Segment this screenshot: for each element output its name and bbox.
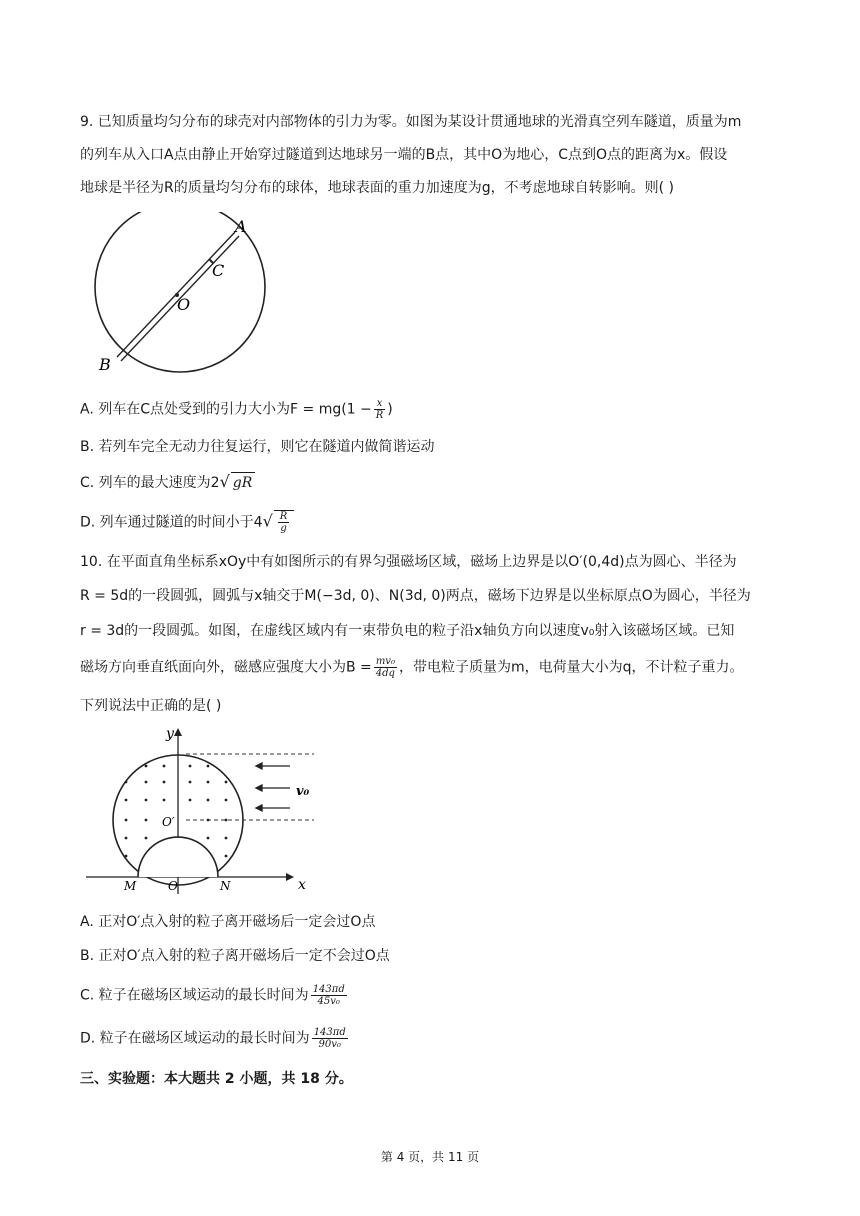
section-heading: 三、实验题：本大题共 2 小题，共 18 分。: [80, 1071, 353, 1087]
label-n: N: [220, 879, 231, 893]
q10-stem-line4: 磁场方向垂直纸面向外，磁感应强度大小为B = $\frac{\text{mv₀}}{4dq}$ ，带电粒子质量为m，电荷量大小为q，不计粒子重力。: [80, 656, 744, 679]
q10-stem-line1: 10. 在平面直角坐标系xOy中有如图所示的有界匀强磁场区域，磁场上边界是以O′(0,4d)点为圆心、半径为: [80, 554, 737, 570]
label-o-prime: O′: [162, 815, 175, 829]
label-x: x: [298, 877, 306, 893]
q9-option-b: B. 若列车完全无动力往复运行，则它在隧道内做简谐运动: [80, 439, 435, 455]
q9-stem-line3: 地球是半径为R的质量均匀分布的球体，地球表面的重力加速度为g，不考虑地球自转影响。则( ): [80, 180, 674, 196]
label-m: M: [124, 879, 137, 893]
q10-option-a: A. 正对O′点入射的粒子离开磁场后一定会过O点: [80, 914, 376, 930]
label-y: y: [166, 726, 174, 742]
q9-option-d: D. 列车通过隧道的时间小于4√ $\frac{R}{g}$: [80, 510, 294, 534]
q10-stem-line3: r = 3d的一段圆弧。如图，在虚线区域内有一束带负电的粒子沿x轴负方向以速度v₀射入该磁场区域。已知: [80, 623, 735, 639]
page-footer: 第 4 页，共 11 页: [380, 1150, 480, 1164]
q9-stem-line1: 9. 已知质量均匀分布的球壳对内部物体的引力为零。如图为某设计贯通地球的光滑真空列车隧道，质量为m: [80, 114, 742, 130]
velocity-arrows: [256, 763, 290, 811]
q9-option-c: C. 列车的最大速度为2√ gR: [80, 472, 255, 493]
label-o: O: [168, 879, 178, 893]
q9-stem-line2: 的列车从入口A点由静止开始穿过隧道到达地球另一端的B点，其中O为地心，C点到O点的距离为x。假设: [80, 147, 728, 163]
lower-boundary-arc: [138, 837, 218, 877]
y-axis-arrow: [174, 728, 182, 736]
q10-option-c: C. 粒子在磁场区域运动的最长时间为 $\frac{143\pi d}{\text{45v₀}}$: [80, 984, 345, 1007]
x-axis-arrow: [286, 873, 294, 881]
earth-circle: [95, 212, 265, 372]
q10-option-b: B. 正对O′点入射的粒子离开磁场后一定不会过O点: [80, 948, 390, 964]
label-a: A: [235, 217, 247, 236]
q10-magnetic-field-figure: [86, 724, 320, 894]
q10-option-d: D. 粒子在磁场区域运动的最长时间为 $\frac{143\pi d}{\text{90v₀}}$: [80, 1027, 346, 1050]
q9-option-a: A. 列车在C点处受到的引力大小为F = mg(1 − $\frac{x}{R}$ ): [80, 398, 393, 421]
q10-stem-line2: R = 5d的一段圆弧，圆弧与x轴交于M(−3d, 0)、N(3d, 0)两点，磁场下边界是以坐标原点O为圆心，半径为: [80, 588, 751, 604]
q10-stem-line5: 下列说法中正确的是( ): [80, 698, 222, 714]
label-c: C: [212, 261, 225, 280]
label-b: B: [99, 355, 111, 374]
label-o: O: [177, 295, 191, 314]
q9-tunnel-figure: [85, 212, 270, 377]
label-v0: v₀: [296, 784, 310, 799]
